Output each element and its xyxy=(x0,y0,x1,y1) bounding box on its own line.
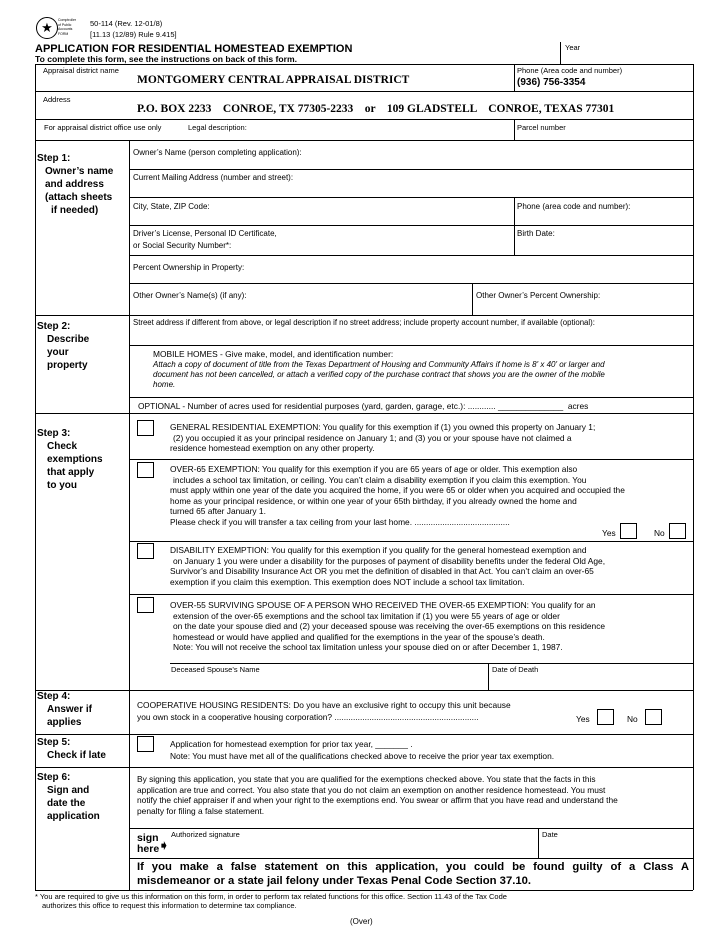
prior-year-text: Application for homestead exemption for prior tax year, _______ . Note: You must have met all of the qualifications checked above to receive the prior year tax exemption. xyxy=(170,739,555,761)
step3-label: Step 3: Check exemptions that apply to you xyxy=(37,428,103,491)
step6-label: Step 6: Sign and date the application xyxy=(37,772,100,822)
date-of-death-field[interactable]: Date of Death xyxy=(492,665,539,674)
step5-label: Step 5: Check if late xyxy=(37,737,106,761)
year-label: Year xyxy=(565,43,581,52)
mailing-address-field[interactable]: Current Mailing Address (number and street): xyxy=(133,173,294,182)
form-number: 50-114 (Rev. 12-01/8) xyxy=(90,19,163,28)
acres-field[interactable]: OPTIONAL - Number of acres used for residential purposes (yard, garden, garage, etc.): ............ ______________ acres xyxy=(138,401,589,411)
sign-here-arrow-icon: ➧ xyxy=(158,837,170,853)
general-exemption-text: GENERAL RESIDENTIAL EXEMPTION: You qualify for this exemption if (1) you owned this property on January 1; (2) you occupied it as your principal residence on January 1; and (3) you or your spouse have not claimed a residence homestead exemption on any other property. xyxy=(170,422,596,454)
owner-phone-field[interactable]: Phone (area code and number): xyxy=(517,202,631,211)
form-instruction: To complete this form, see the instructions on back of this form. xyxy=(35,54,297,64)
legal-description-field[interactable]: Legal description: xyxy=(188,123,247,132)
tax-ceiling-no-box[interactable] xyxy=(669,523,686,539)
form-title: APPLICATION FOR RESIDENTIAL HOMESTEAD EXEMPTION xyxy=(35,43,353,55)
coop-yes-checkbox[interactable] xyxy=(597,709,614,725)
other-owners-percent-field[interactable]: Other Owner’s Percent Ownership: xyxy=(476,291,601,300)
disability-exemption-checkbox[interactable] xyxy=(137,543,154,559)
district-name: MONTGOMERY CENTRAL APPRAISAL DISTRICT xyxy=(137,74,410,86)
prior-year-checkbox[interactable] xyxy=(137,736,154,752)
cooperative-housing-text: COOPERATIVE HOUSING RESIDENTS: Do you have an exclusive right to occupy this unit because you own stock in a cooperative housing corporation? .............................................................. xyxy=(137,700,511,722)
owner-name-field[interactable]: Owner’s Name (person completing application): xyxy=(133,148,302,157)
over-label: (Over) xyxy=(350,917,373,926)
district-phone: (936) 756-3354 xyxy=(517,77,586,88)
city-state-zip-field[interactable]: City, State, ZIP Code: xyxy=(133,202,210,211)
district-phone-label: Phone (Area code and number) xyxy=(517,66,623,75)
sign-here-label: sign here xyxy=(137,832,160,855)
step1-label: Step 1: Owner’s name and address (attach sheets if needed) xyxy=(37,153,114,216)
signature-date-field[interactable]: Date xyxy=(542,830,558,839)
signing-statement: By signing this application, you state that you are qualified for the exemptions checked above. You state that the facts in this application are true and correct. You also state that you do not claim an exemption on another residence homestead. You must notify the chief appraiser if and when your right to the exemptions end. You swear or affirm that you have read and understand the penalty for filing a false statement. xyxy=(137,774,618,816)
surviving-spouse-checkbox[interactable] xyxy=(137,597,154,613)
license-ssn-field[interactable]: Driver’s License, Personal ID Certificate, or Social Security Number*: xyxy=(133,229,277,250)
birth-date-field[interactable]: Birth Date: xyxy=(517,229,555,238)
penalty-warning: If you make a false statement on this application, you could be found guilty of a Class A misdemeanor or a state jail felony under Texas Penal Code Section 37.10. xyxy=(137,861,689,887)
mobile-home-section[interactable]: MOBILE HOMES - Give make, model, and identification number: Attach a copy of document of title from the Texas Department of Housing and Community Affairs if home is 8' x 40' or larger and document has not been cancelled, or attach a verified copy of the purchase contract that shows you are the owner of the mobile home. xyxy=(153,349,693,390)
district-address: P.O. BOX 2233 CONROE, TX 77305-2233 or 109 GLADSTELL CONROE, TEXAS 77301 xyxy=(137,103,615,115)
percent-ownership-field[interactable]: Percent Ownership in Property: xyxy=(133,263,245,272)
other-owners-field[interactable]: Other Owner’s Name(s) (if any): xyxy=(133,291,247,300)
step2-label: Step 2: Describe your property xyxy=(37,321,90,371)
year-field[interactable] xyxy=(560,42,694,65)
disability-exemption-text: DISABILITY EXEMPTION: You qualify for this exemption if you qualify for the general homestead exemption and on January 1 you were under a disability for the purposes of payment of disability benefits under the federal Old Age, Survivor’s and Disability Insurance Act OR you met the definition of disabled in that Act. You can’t claim an over-65 exemption if you claim this exemption. This exemption does NOT include a school tax limitation. xyxy=(170,545,606,587)
rule-number: [11.13 (12/89) Rule 9.415] xyxy=(90,30,177,39)
tax-ceiling-yes-label: Yes xyxy=(602,528,616,538)
coop-no-label: No xyxy=(627,714,638,724)
deceased-spouse-name-field[interactable]: Deceased Spouse’s Name xyxy=(171,665,260,674)
property-street-field[interactable]: Street address if different from above, or legal description if no street address; include property account number, if available (optional): xyxy=(133,318,595,327)
office-use-label: For appraisal district office use only xyxy=(44,123,162,132)
footer-note: * You are required to give us this information on this form, in order to perform tax related functions for this office. Section 11.43 of the Tax Code authorizes this office to request this information to determine tax compliance. xyxy=(35,892,507,910)
surviving-spouse-text: OVER-55 SURVIVING SPOUSE OF A PERSON WHO RECEIVED THE OVER-65 EXEMPTION: You qualify for an extension of the over-65 exemptions and the school tax limitation if (1) you were 55 years of age or older on the date your spouse died and (2) your deceased spouse was receiving the over-65 exemptions on this residence homestead or would have applied and qualified for the exemptions in the year of the spouse’s death. Note: You will not receive the school tax limitation unless your spouse died on or after December 1, 1987. xyxy=(170,600,606,653)
tax-ceiling-no-label: No xyxy=(654,528,665,538)
coop-no-checkbox[interactable] xyxy=(645,709,662,725)
over65-exemption-text: OVER-65 EXEMPTION: You qualify for this exemption if you are 65 years of age or older. This exemption also includes a school tax limitation, or ceiling. You can’t claim a disability exemption if you claim this exemption. You must apply within one year of the date you acquired the home, if you were 65 or older when you acquired and occupied the home as your principal residence, or within one year of your 65th birthday, if you already owned the home and turned 65 after January 1. Please check if you will transfer a tax ceiling from your last home. ......................................... xyxy=(170,464,625,527)
coop-yes-label: Yes xyxy=(576,714,590,724)
tax-ceiling-yes-box[interactable] xyxy=(620,523,637,539)
seal-text: Comptroller of Public Accounts FORM xyxy=(58,18,77,36)
authorized-signature-field[interactable]: Authorized signature xyxy=(171,830,240,839)
over65-exemption-checkbox[interactable] xyxy=(137,462,154,478)
step4-label: Step 4: Answer if applies xyxy=(37,691,93,728)
district-name-label: Appraisal district name xyxy=(43,66,119,75)
district-address-label: Address xyxy=(43,95,71,104)
general-exemption-checkbox[interactable] xyxy=(137,420,154,436)
parcel-number-field[interactable]: Parcel number xyxy=(517,123,566,132)
mobile-home-title: MOBILE HOMES - Give make, model, and identification number: xyxy=(153,349,394,359)
comptroller-seal: ★ xyxy=(36,17,58,39)
